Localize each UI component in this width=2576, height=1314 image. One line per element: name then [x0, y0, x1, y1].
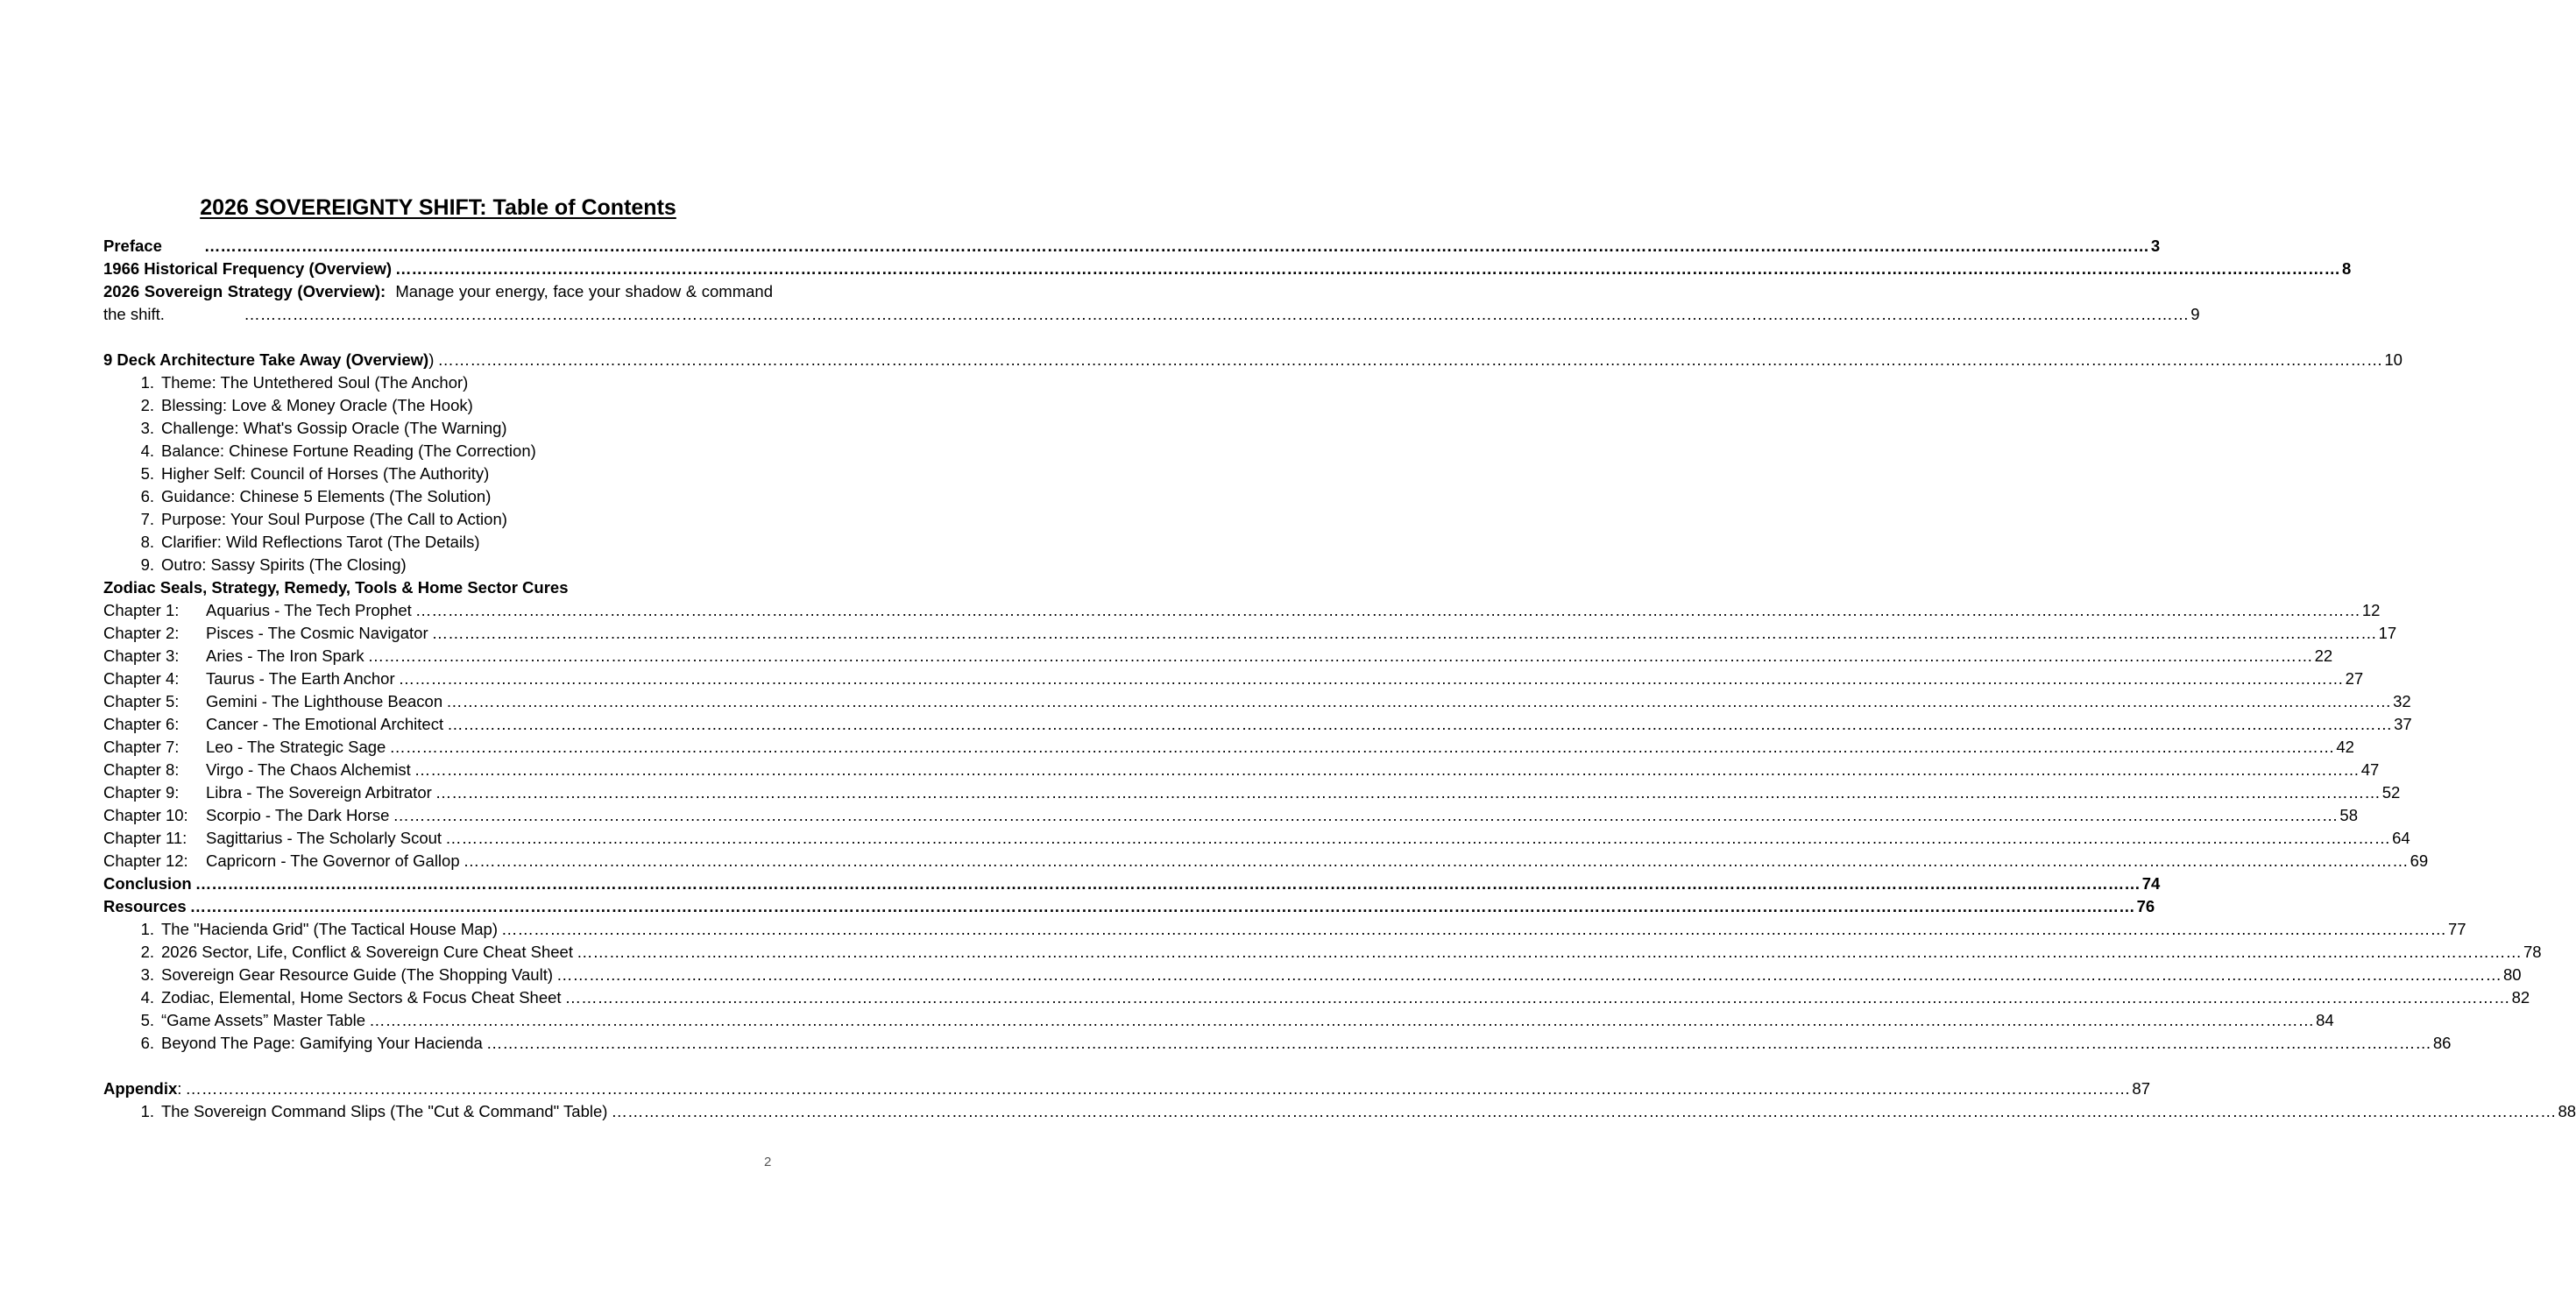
- chapter-label: Chapter 10:: [103, 806, 188, 824]
- chapter-label: Chapter 9:: [103, 783, 180, 802]
- chapter-label: Chapter 11:: [103, 829, 188, 847]
- dot-leader: ………………………………………………………………………………………………………………………………………………………………………………………………………………………………………………………………………………………………………………………………: [431, 624, 2377, 642]
- chapter-entry: [103, 599, 2381, 622]
- entry-page: 87: [2132, 1079, 2150, 1098]
- list-item: [103, 371, 773, 394]
- entry-page: 22: [2314, 646, 2333, 665]
- entry-page: 27: [2345, 669, 2364, 688]
- chapter-label: Chapter 12:: [103, 851, 188, 870]
- item-number: 4.: [140, 442, 154, 460]
- chapter-entry: [103, 759, 2380, 781]
- toc-entry-strategy-page: [103, 303, 2200, 326]
- entry-page: 17: [2378, 624, 2397, 642]
- entry-page: 37: [2394, 715, 2412, 733]
- item-number: 5.: [140, 1011, 154, 1029]
- chapter-list: [103, 599, 2429, 872]
- chapter-label: Chapter 3:: [103, 646, 180, 665]
- list-item: [103, 1100, 2576, 1123]
- dot-leader: ………………………………………………………………………………………………………………………………………………………………………………………………………………………………………………………………………………………………………………………………: [367, 646, 2313, 665]
- item-number: 1.: [140, 920, 154, 938]
- entry-page: 82: [2511, 988, 2530, 1007]
- toc-entry-appendix: Appendix : ……………………………………………………………………………………………………………………………………………………………………………………………………………………………………………………………………………………………………………………………… 87: [103, 1077, 773, 1100]
- dot-leader: ………………………………………………………………………………………………………………………………………………………………………………………………………………………………………………………………………………………………………………………………: [414, 760, 2360, 779]
- item-number: 1.: [140, 1102, 154, 1120]
- entry-page: 58: [2339, 806, 2358, 824]
- chapter-title: Virgo - The Chaos Alchemist: [206, 760, 411, 779]
- entry-page: 76: [2136, 897, 2155, 915]
- entry-page: 64: [2392, 829, 2410, 847]
- chapter-entry: [103, 690, 2411, 713]
- entry-label: Resources: [103, 897, 187, 915]
- item-number: 3.: [140, 419, 154, 437]
- chapter-title: Leo - The Strategic Sage: [206, 738, 386, 756]
- dot-leader: ………………………………………………………………………………………………………………………………………………………………………………………………………………………………………………………………………………………………………………………………: [414, 601, 2360, 619]
- list-item: [103, 531, 773, 554]
- item-number: 8.: [140, 533, 154, 551]
- entry-page: 77: [2447, 920, 2466, 938]
- entry-label: Preface: [103, 237, 162, 255]
- page-number: 2: [764, 1155, 772, 1169]
- list-item: [103, 1009, 2334, 1032]
- list-item: [103, 1032, 2452, 1055]
- list-item: [103, 554, 773, 576]
- entry-page: 80: [2503, 965, 2522, 984]
- item-text: Blessing: Love & Money Oracle (The Hook): [161, 396, 473, 414]
- entry-page: 84: [2316, 1011, 2334, 1029]
- table-of-contents: [103, 194, 2576, 1123]
- item-text: “Game Assets” Master Table: [161, 1011, 366, 1029]
- dot-leader: ………………………………………………………………………………………………………………………………………………………………………………………………………………………………………………………………………………………………………………………………: [447, 715, 2393, 733]
- entry-page: 32: [2393, 692, 2411, 710]
- dot-leader: ………………………………………………………………………………………………………………………………………………………………………………………………………………………………………………………………………………………………………………………………: [369, 1011, 2315, 1029]
- chapter-title: Cancer - The Emotional Architect: [206, 715, 444, 733]
- chapter-entry: [103, 804, 2358, 827]
- item-text: Zodiac, Elemental, Home Sectors & Focus Cheat Sheet: [161, 988, 562, 1007]
- entry-page: 52: [2381, 783, 2401, 802]
- dot-leader: ………………………………………………………………………………………………………………………………………………………………………………………………………………………………………………………………………………………………………………………………: [195, 874, 2141, 893]
- chapter-label: Chapter 6:: [103, 715, 180, 733]
- list-item: [103, 485, 773, 508]
- item-text: Purpose: Your Soul Purpose (The Call to Action): [161, 510, 507, 528]
- chapter-entry: [103, 668, 2364, 690]
- item-text: Theme: The Untethered Soul (The Anchor): [161, 373, 469, 392]
- chapter-label: Chapter 2:: [103, 624, 180, 642]
- chapter-label: Chapter 7:: [103, 738, 180, 756]
- entry-page: 69: [2410, 851, 2429, 870]
- item-number: 7.: [140, 510, 154, 528]
- chapter-title: Taurus - The Earth Anchor: [206, 669, 395, 688]
- chapter-label: Chapter 4:: [103, 669, 180, 688]
- toc-entry-strategy: 2026 Sovereign Strategy (Overview): Manage your energy, face your shadow & command the shift.: [103, 282, 773, 323]
- item-text: Challenge: What's Gossip Oracle (The Warning): [161, 419, 507, 437]
- item-number: 2.: [140, 943, 154, 961]
- entry-page: 88: [2558, 1102, 2576, 1120]
- entry-page: 78: [2523, 943, 2542, 961]
- toc-entry-architecture: 9 Deck Architecture Take Away (Overview) ) ……………………………………………………………………………………………………………………………………………………………………………………………………………………………………………………………………………………………………………………………… 10: [103, 349, 773, 371]
- item-text: Guidance: Chinese 5 Elements (The Solution): [161, 487, 492, 505]
- chapter-entry: [103, 827, 2410, 850]
- dot-leader: ………………………………………………………………………………………………………………………………………………………………………………………………………………………………………………………………………………………………………………………………: [389, 738, 2335, 756]
- chapter-label: Chapter 5:: [103, 692, 180, 710]
- chapter-title: Scorpio - The Dark Horse: [206, 806, 390, 824]
- item-text: Higher Self: Council of Horses (The Authority): [161, 464, 490, 483]
- chapter-entry: [103, 713, 2412, 736]
- item-text: The "Hacienda Grid" (The Tactical House Map): [161, 920, 498, 938]
- dot-leader: ………………………………………………………………………………………………………………………………………………………………………………………………………………………………………………………………………………………………………………………………: [244, 305, 2190, 323]
- dot-leader: ………………………………………………………………………………………………………………………………………………………………………………………………………………………………………………………………………………………………………………………………: [185, 1079, 2131, 1098]
- entry-page: 8: [2342, 259, 2352, 278]
- architecture-list: [103, 371, 773, 576]
- chapter-title: Capricorn - The Governor of Gallop: [206, 851, 460, 870]
- dot-leader: ………………………………………………………………………………………………………………………………………………………………………………………………………………………………………………………………………………………………………………………………: [576, 943, 2522, 961]
- entry-label: 2026 Sovereign Strategy (Overview): [103, 282, 381, 300]
- toc-entry-conclusion: [103, 872, 2161, 895]
- item-number: 4.: [140, 988, 154, 1007]
- list-item: [103, 918, 2466, 941]
- dot-leader: ………………………………………………………………………………………………………………………………………………………………………………………………………………………………………………………………………………………………………………………………: [395, 259, 2341, 278]
- chapter-entry: [103, 850, 2429, 872]
- chapter-title: Sagittarius - The Scholarly Scout: [206, 829, 442, 847]
- entry-page: 9: [2190, 305, 2200, 323]
- item-text: 2026 Sector, Life, Conflict & Sovereign Cure Cheat Sheet: [161, 943, 573, 961]
- dot-leader: ………………………………………………………………………………………………………………………………………………………………………………………………………………………………………………………………………………………………………………………………: [203, 237, 2149, 255]
- toc-entry-historical: [103, 258, 2352, 280]
- zodiac-heading: Zodiac Seals, Strategy, Remedy, Tools & Home Sector Cures: [103, 578, 569, 597]
- dot-leader: ………………………………………………………………………………………………………………………………………………………………………………………………………………………………………………………………………………………………………………………………: [463, 851, 2409, 870]
- item-number: 6.: [140, 1034, 154, 1052]
- item-number: 2.: [140, 396, 154, 414]
- entry-label: Conclusion: [103, 874, 192, 893]
- item-number: 9.: [140, 555, 154, 574]
- page-title: 2026 SOVEREIGNTY SHIFT: Table of Contents: [200, 195, 676, 220]
- item-text: Balance: Chinese Fortune Reading (The Correction): [161, 442, 536, 460]
- dot-leader: ………………………………………………………………………………………………………………………………………………………………………………………………………………………………………………………………………………………………………………………………: [611, 1102, 2557, 1120]
- entry-label: Appendix: [103, 1079, 178, 1098]
- dot-leader: ………………………………………………………………………………………………………………………………………………………………………………………………………………………………………………………………………………………………………………………………: [556, 965, 2502, 984]
- chapter-title: Libra - The Sovereign Arbitrator: [206, 783, 432, 802]
- dot-leader: ………………………………………………………………………………………………………………………………………………………………………………………………………………………………………………………………………………………………………………………………: [398, 669, 2344, 688]
- item-number: 5.: [140, 464, 154, 483]
- list-item: [103, 941, 2542, 964]
- list-item: [103, 508, 773, 531]
- chapter-label: Chapter 8:: [103, 760, 180, 779]
- chapter-title: Aquarius - The Tech Prophet: [206, 601, 412, 619]
- list-item: [103, 964, 2522, 986]
- chapter-title: Gemini - The Lighthouse Beacon: [206, 692, 443, 710]
- toc-entry-preface: [103, 235, 2161, 258]
- entry-label: 1966 Historical Frequency (Overview): [103, 259, 393, 278]
- entry-page: 12: [2361, 601, 2381, 619]
- chapter-entry: [103, 622, 2397, 645]
- resources-list: [103, 918, 2542, 1055]
- dot-leader: ………………………………………………………………………………………………………………………………………………………………………………………………………………………………………………………………………………………………………………………………: [445, 829, 2391, 847]
- entry-page: 42: [2336, 738, 2354, 756]
- dot-leader: ………………………………………………………………………………………………………………………………………………………………………………………………………………………………………………………………………………………………………………………………: [485, 1034, 2431, 1052]
- entry-page: 3: [2150, 237, 2161, 255]
- dot-leader: ………………………………………………………………………………………………………………………………………………………………………………………………………………………………………………………………………………………………………………………………: [500, 920, 2446, 938]
- item-text: Outro: Sassy Spirits (The Closing): [161, 555, 407, 574]
- item-text: Clarifier: Wild Reflections Tarot (The Details): [161, 533, 480, 551]
- dot-leader: ………………………………………………………………………………………………………………………………………………………………………………………………………………………………………………………………………………………………………………………………: [393, 806, 2339, 824]
- dot-leader: ………………………………………………………………………………………………………………………………………………………………………………………………………………………………………………………………………………………………………………………………: [446, 692, 2392, 710]
- list-item: [103, 463, 773, 485]
- dot-leader: ………………………………………………………………………………………………………………………………………………………………………………………………………………………………………………………………………………………………………………………………: [189, 897, 2135, 915]
- entry-page: 74: [2141, 874, 2161, 893]
- chapter-title: Pisces - The Cosmic Navigator: [206, 624, 428, 642]
- entry-page: 86: [2432, 1034, 2452, 1052]
- item-text: The Sovereign Command Slips (The "Cut & Command" Table): [161, 1102, 608, 1120]
- entry-description: Manage your energy, face your shadow & command the shift.: [103, 282, 773, 323]
- dot-leader: ………………………………………………………………………………………………………………………………………………………………………………………………………………………………………………………………………………………………………………………………: [437, 350, 2383, 369]
- item-number: 3.: [140, 965, 154, 984]
- list-item: [103, 394, 773, 417]
- list-item: [103, 417, 773, 440]
- entry-page: 10: [2384, 350, 2403, 369]
- appendix-list: [103, 1100, 2576, 1123]
- item-number: 6.: [140, 487, 154, 505]
- item-number: 1.: [140, 373, 154, 392]
- entry-page: 47: [2360, 760, 2380, 779]
- chapter-entry: [103, 645, 2333, 668]
- chapter-entry: [103, 781, 2401, 804]
- item-text: Sovereign Gear Resource Guide (The Shopping Vault): [161, 965, 553, 984]
- chapter-label: Chapter 1:: [103, 601, 180, 619]
- list-item: [103, 986, 2530, 1009]
- chapter-entry: [103, 736, 2354, 759]
- item-text: Beyond The Page: Gamifying Your Hacienda: [161, 1034, 483, 1052]
- list-item: [103, 440, 773, 463]
- toc-entry-resources: [103, 895, 2155, 918]
- dot-leader: ………………………………………………………………………………………………………………………………………………………………………………………………………………………………………………………………………………………………………………………………: [435, 783, 2381, 802]
- dot-leader: ………………………………………………………………………………………………………………………………………………………………………………………………………………………………………………………………………………………………………………………………: [564, 988, 2510, 1007]
- chapter-title: Aries - The Iron Spark: [206, 646, 364, 665]
- entry-label: 9 Deck Architecture Take Away (Overview): [103, 350, 429, 369]
